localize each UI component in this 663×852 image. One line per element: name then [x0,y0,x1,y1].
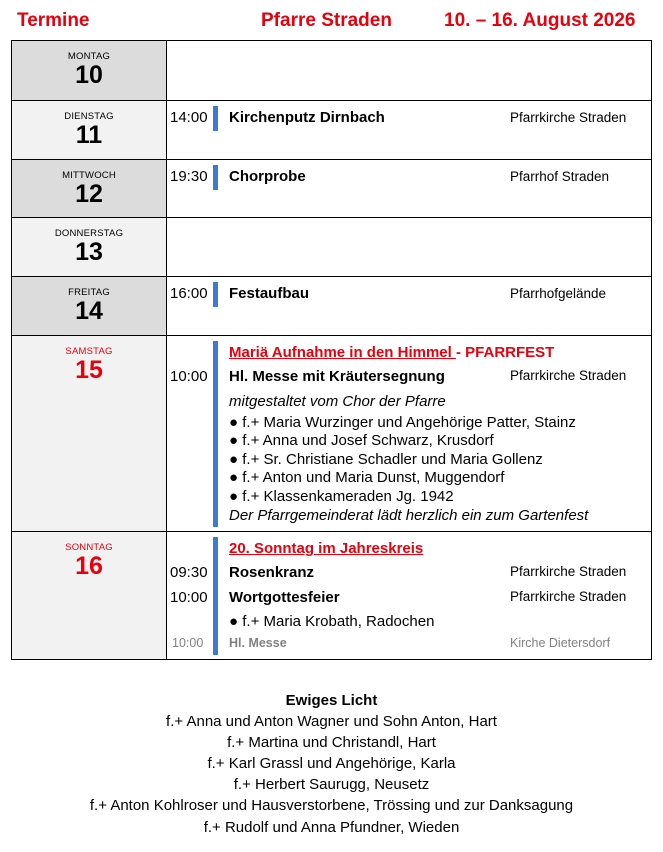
event-title: Wortgottesfeier [229,589,340,606]
header-date-range: 10. – 16. August 2026 [444,10,636,31]
day-row-thursday [12,217,651,276]
event-location: Pfarrkirche Straden [510,110,627,125]
eternal-light-line: f.+ Rudolf und Anna Pfundner, Wieden [203,819,460,836]
event-marker [213,106,218,131]
event-cell [167,277,651,335]
day-row-tuesday [12,100,651,159]
eternal-light-line: f.+ Martina und Christandl, Hart [227,734,436,751]
day-cell [12,101,167,159]
event-marker [213,341,218,527]
day-number: 11 [75,121,103,149]
day-cell [12,532,167,659]
event-marker [213,165,218,190]
weekday-label: FREITAG [68,287,110,298]
event-title: Hl. Messe [229,636,287,650]
day-number: 12 [75,180,103,208]
event-time: 10:00 [172,636,204,650]
day-cell [12,277,167,335]
event-cell [167,218,651,276]
eternal-light-title: Ewiges Licht [285,692,378,709]
event-title: Kirchenputz Dirnbach [229,109,385,126]
day-row-wednesday [12,159,651,217]
header-parish: Pfarre Straden [261,10,392,31]
day-cell [12,160,167,217]
event-time: 16:00 [170,285,208,302]
weekday-label: MONTAG [67,51,111,62]
eternal-light-line: f.+ Anna und Anton Wagner und Sohn Anton, Hart [166,713,497,730]
feast-title [229,344,554,361]
event-title: Chorprobe [229,168,306,185]
event-time: 10:00 [170,589,208,606]
weekday-label: SONNTAG [65,542,113,553]
schedule-table [11,40,652,660]
eternal-light-line: f.+ Herbert Saurugg, Neusetz [233,776,430,793]
event-title: Hl. Messe mit Kräutersegnung [229,368,445,385]
day-row-saturday [12,335,651,531]
day-number: 10 [75,61,103,89]
event-time: 19:30 [170,168,208,185]
event-title: Festaufbau [229,285,310,302]
event-cell [167,101,651,159]
event-location: Kirche Dietersdorf [510,636,611,650]
event-time: 10:00 [170,368,208,385]
eternal-light-line: f.+ Anton Kohlroser und Hausverstorbene, Trössing und zur Danksagung [89,797,574,814]
day-number: 16 [75,552,103,580]
event-cell [167,160,651,217]
day-cell [12,336,167,531]
day-cell [12,41,167,100]
day-number: 14 [75,297,103,325]
mass-intention: ● f.+ Anna und Josef Schwarz, Krusdorf [229,432,494,449]
event-location: Pfarrhof Straden [510,169,610,184]
weekday-label: MITTWOCH [62,170,116,181]
day-cell [12,218,167,276]
day-number: 13 [75,238,103,266]
mass-intention: ● f.+ Maria Krobath, Radochen [229,613,435,630]
event-location: Pfarrhofgelände [510,286,607,301]
event-time: 14:00 [170,109,208,126]
eternal-light-line: f.+ Karl Grassl und Angehörige, Karla [207,755,456,772]
event-marker [213,537,218,655]
event-cell [167,41,651,100]
event-cell [167,336,651,531]
day-row-monday [12,41,651,100]
feast-suffix: - PFARRFEST [456,344,555,361]
mass-intention: ● f.+ Klassenkameraden Jg. 1942 [229,488,454,505]
event-time: 09:30 [170,564,208,581]
event-location: Pfarrkirche Straden [510,564,627,579]
header-termine: Termine [17,10,90,31]
event-note: mitgestaltet vom Chor der Pfarre [229,393,446,410]
event-cell [167,532,651,659]
event-title: Rosenkranz [229,564,315,581]
event-location: Pfarrkirche Straden [510,589,627,604]
weekday-label: SAMSTAG [65,346,113,357]
event-closing-note: Der Pfarrgemeinderat lädt herzlich ein zum Gartenfest [229,507,589,524]
mass-intention: ● f.+ Maria Wurzinger und Angehörige Patter, Stainz [229,414,576,431]
event-location: Pfarrkirche Straden [510,368,627,383]
weekday-label: DONNERSTAG [54,228,124,239]
feast-title: 20. Sonntag im Jahreskreis [229,540,424,557]
event-marker [213,282,218,307]
mass-intention: ● f.+ Anton und Maria Dunst, Muggendorf [229,469,505,486]
weekday-label: DIENSTAG [64,111,114,122]
day-number: 15 [75,356,103,384]
mass-intention: ● f.+ Sr. Christiane Schadler und Maria Gollenz [229,451,543,468]
feast-name: Mariä Aufnahme in den Himmel [229,344,456,361]
day-row-sunday [12,531,651,659]
day-row-friday [12,276,651,335]
